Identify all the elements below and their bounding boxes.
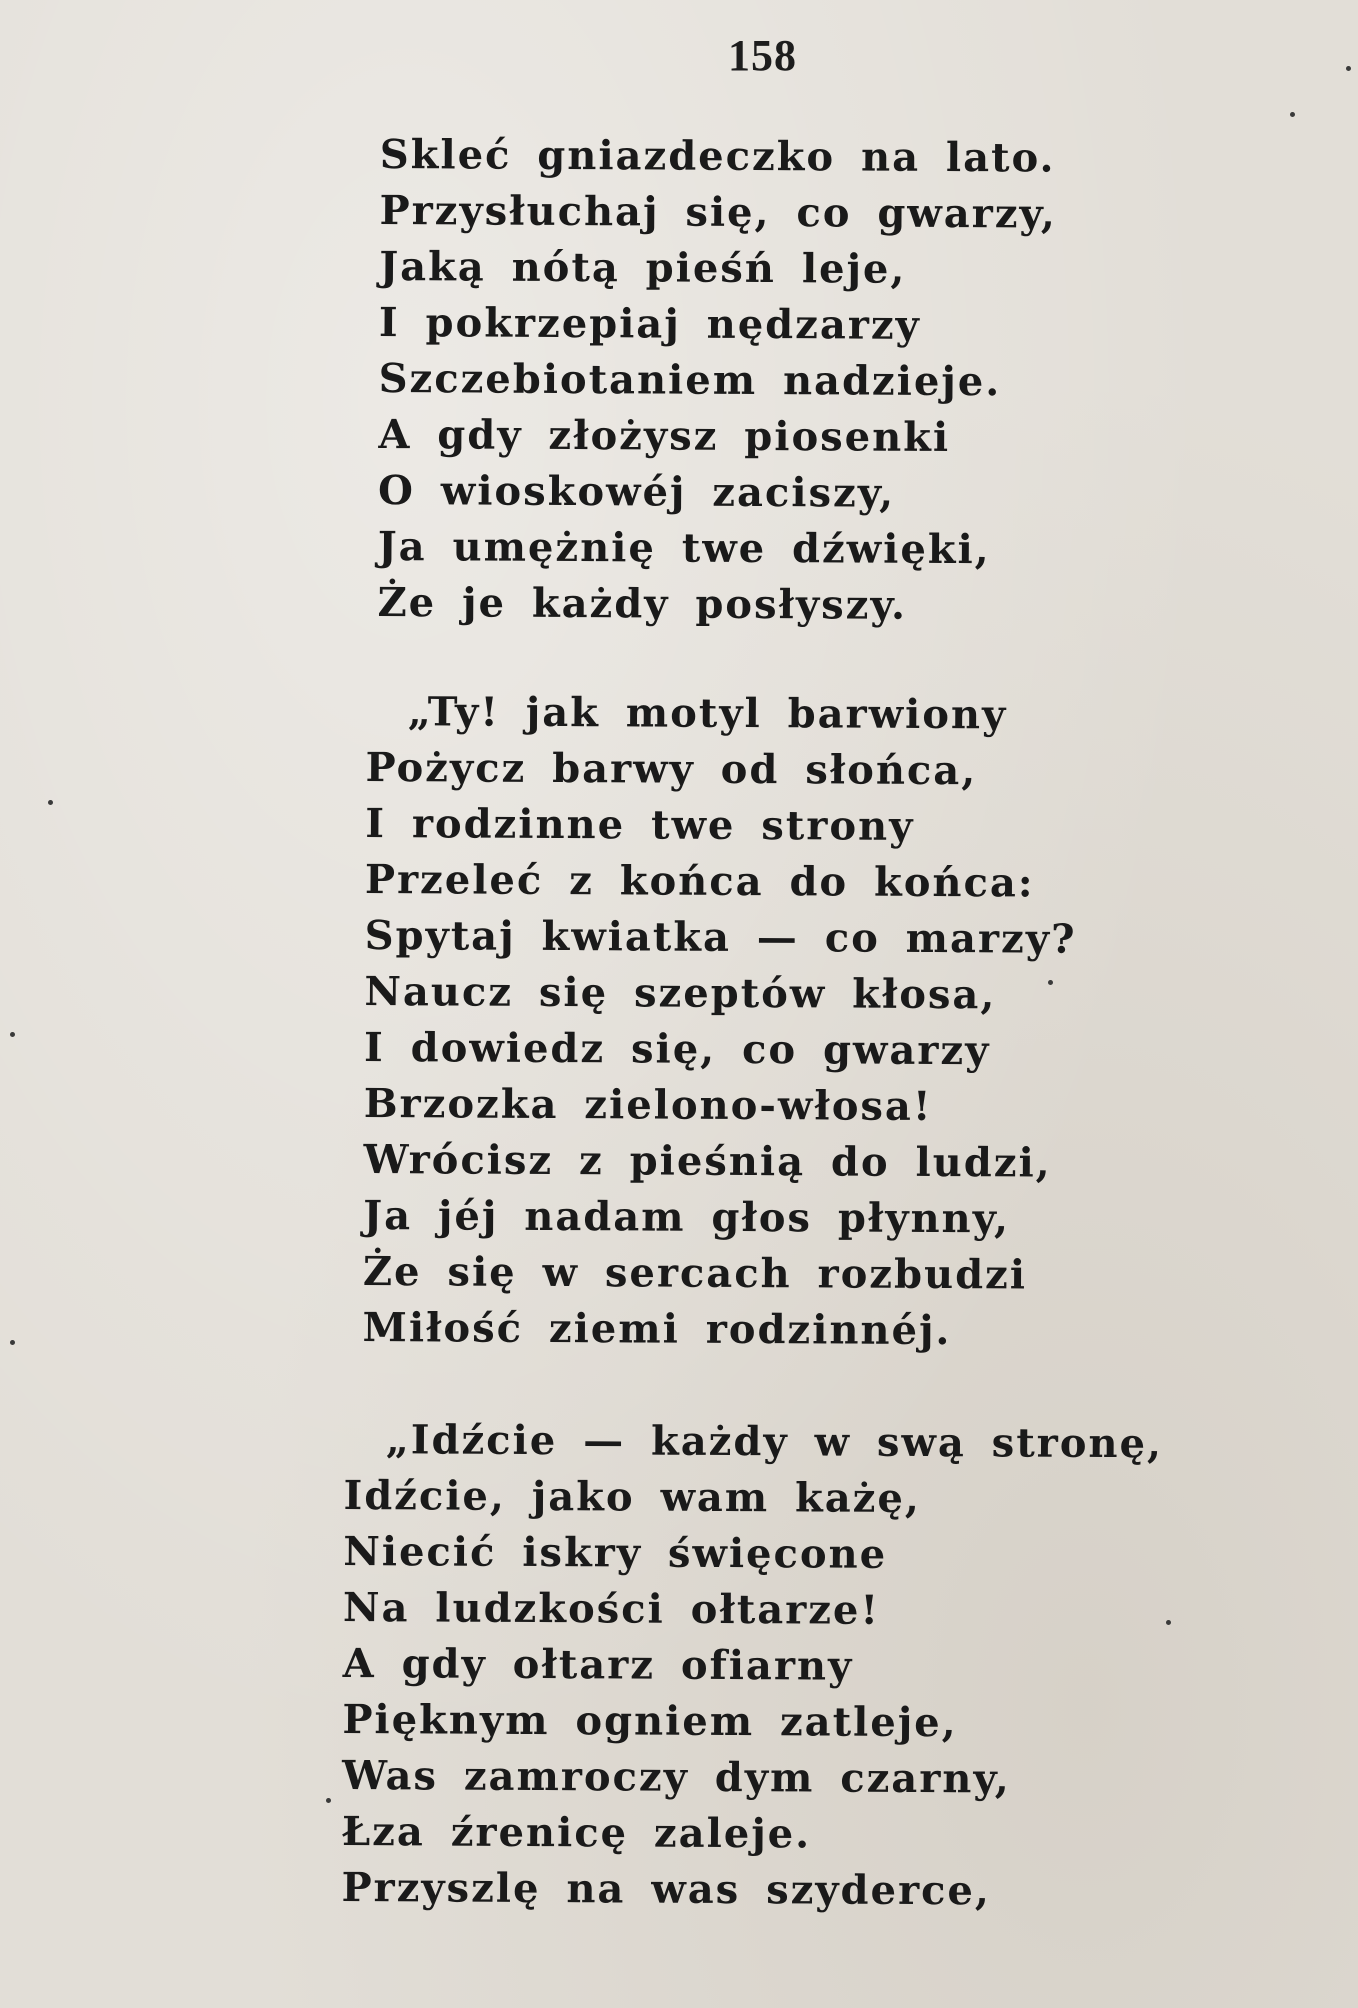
stanza-2 [362,684,1077,1360]
paper-speck [326,1798,331,1803]
poem-line: Przeleć z końca do końca: [364,855,1035,907]
paper-speck [1346,66,1351,71]
stanza-1 [377,127,1057,635]
poem-line: Że się w sercach rozbudzi [362,1247,1028,1299]
poem-line: Niecić iskry święcone [343,1527,888,1578]
paper-speck [1290,112,1295,117]
poem-line: Pożycz barwy od słońca, [365,743,978,795]
poem-line: I dowiedz się, co gwarzy [363,1023,991,1075]
poem-line: I pokrzepiaj nędzarzy [378,298,921,349]
poem-line: A gdy ołtarz ofiarny [342,1639,854,1690]
poem-line: Przysłuchaj się, co gwarzy, [379,186,1057,238]
poem-line: Szczebiotaniem nadzieje. [378,354,1002,406]
poem-line: Miłość ziemi rodzinnéj. [362,1303,952,1355]
poem-line: Na ludzkości ołtarze! [342,1583,881,1634]
poem-line: Wrócisz z pieśnią do ludzi, [363,1135,1052,1187]
paper-speck [1048,980,1053,985]
poem-line: Ja jéj nadam głos płynny, [363,1191,1011,1243]
poem-line: Łza źrenicę zaleje. [341,1807,812,1858]
poem-line: Pięknym ogniem zatleje, [342,1695,958,1747]
poem-line: Spytaj kwiatka — co marzy? [364,911,1077,963]
poem-line: „Ty! jak motyl barwiony [407,688,1008,739]
stanza-3 [341,1412,1163,1920]
poem-line: Ja umężnię twe dźwięki, [377,522,991,574]
poem-line: I rodzinne twe strony [365,799,915,850]
paper-speck [10,1340,15,1345]
poem-line: A gdy złożysz piosenki [378,410,951,461]
poem-line: Naucz się szeptów kłosa, [364,967,997,1019]
poem-line: O wioskowéj zaciszy, [377,466,896,517]
page-number: 158 [728,31,797,80]
poem-line: Idźcie, jako wam każę, [343,1471,921,1523]
poem-line: Że je każdy posłyszy. [377,578,908,629]
paper-speck [48,800,53,805]
paper-speck [10,1032,15,1037]
poem-line: „Idźcie — każdy w swą stronę, [385,1416,1164,1468]
poem-line: Jaką nótą pieśń leje, [379,242,907,293]
poem-line: Skleć gniazdeczko na lato. [379,130,1056,182]
poem-line: Brzozka zielono-włosa! [363,1079,933,1130]
paper-speck [1166,1620,1171,1625]
poem-line: Was zamroczy dym czarny, [341,1751,1011,1803]
poem-line: Przyszlę na was szyderce, [341,1863,991,1915]
